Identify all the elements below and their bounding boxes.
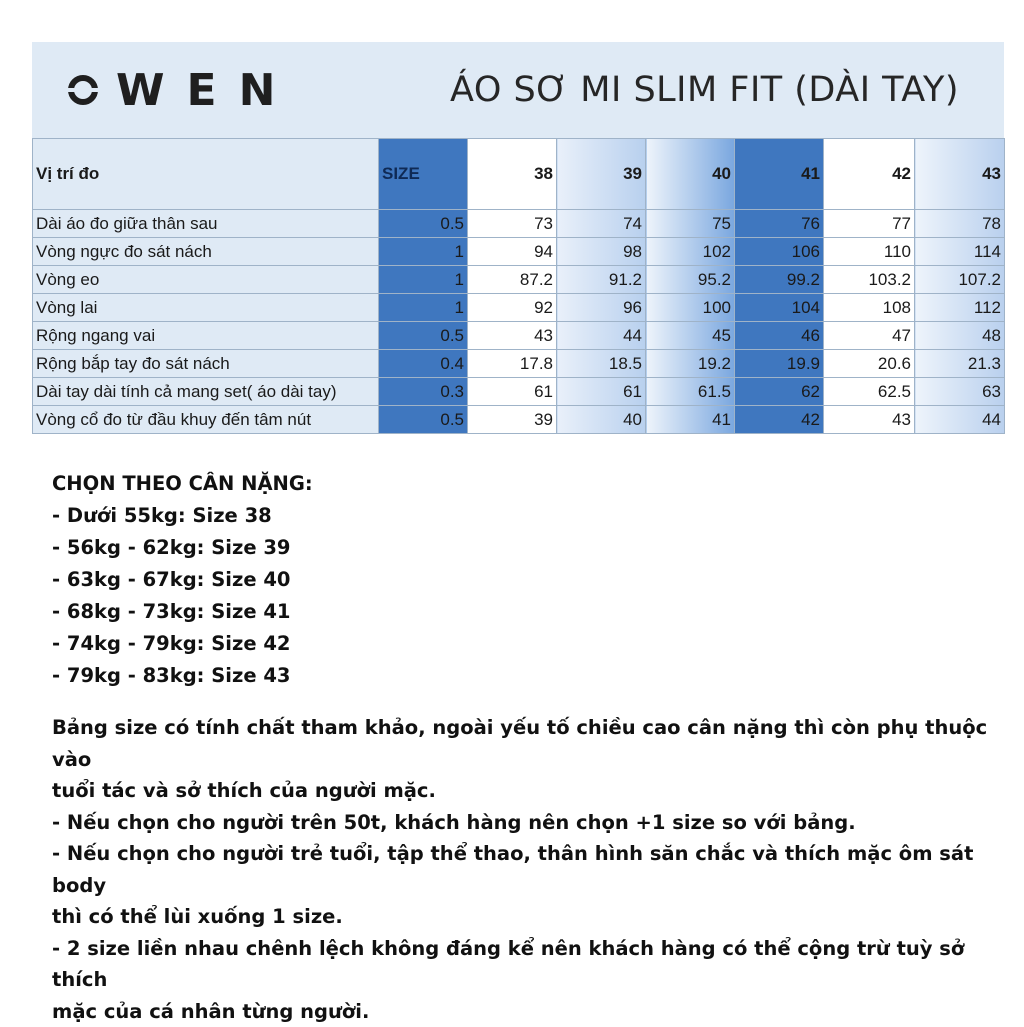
chart-title: ÁO SƠ MI SLIM FIT (DÀI TAY) <box>450 70 959 110</box>
size-cell: 41 <box>646 406 735 434</box>
content <box>52 468 1012 1027</box>
size-cell: 102 <box>646 238 735 266</box>
size-cell: 21.3 <box>915 350 1005 378</box>
size-cell: 92 <box>468 294 557 322</box>
tolerance-cell: 1 <box>379 294 468 322</box>
size-cell: 43 <box>468 322 557 350</box>
header-size-41: 41 <box>735 139 824 210</box>
size-cell: 78 <box>915 210 1005 238</box>
size-cell: 63 <box>915 378 1005 406</box>
table-row <box>33 266 1005 294</box>
header-size-42: 42 <box>824 139 915 210</box>
size-cell: 17.8 <box>468 350 557 378</box>
header-size-38: 38 <box>468 139 557 210</box>
measure-label: Vòng lai <box>33 294 379 322</box>
size-cell: 19.9 <box>735 350 824 378</box>
header-label: Vị trí đo <box>33 139 379 210</box>
size-cell: 114 <box>915 238 1005 266</box>
tolerance-cell: 0.3 <box>379 378 468 406</box>
owen-logo <box>68 62 297 118</box>
size-cell: 110 <box>824 238 915 266</box>
size-cell: 61 <box>468 378 557 406</box>
size-cell: 46 <box>735 322 824 350</box>
measure-label: Vòng eo <box>33 266 379 294</box>
size-cell: 20.6 <box>824 350 915 378</box>
table-row <box>33 378 1005 406</box>
weight-item: - 79kg - 83kg: Size 43 <box>52 660 1012 692</box>
size-cell: 103.2 <box>824 266 915 294</box>
weight-heading: CHỌN THEO CÂN NẶNG: <box>52 468 1012 500</box>
size-cell: 76 <box>735 210 824 238</box>
tolerance-cell: 0.5 <box>379 322 468 350</box>
note-line: Bảng size có tính chất tham khảo, ngoài yếu tố chiều cao cân nặng thì còn phụ thuộc vào <box>52 712 1012 775</box>
measure-label: Dài áo đo giữa thân sau <box>33 210 379 238</box>
size-cell: 108 <box>824 294 915 322</box>
tolerance-cell: 0.5 <box>379 210 468 238</box>
size-notes <box>52 712 1012 1027</box>
measure-label: Rộng ngang vai <box>33 322 379 350</box>
logo-o-mark <box>68 75 98 105</box>
tolerance-cell: 0.4 <box>379 350 468 378</box>
size-cell: 94 <box>468 238 557 266</box>
note-line: - Nếu chọn cho người trẻ tuổi, tập thể thao, thân hình săn chắc và thích mặc ôm sát body <box>52 838 1012 901</box>
size-table <box>32 138 1005 434</box>
size-cell: 107.2 <box>915 266 1005 294</box>
size-cell: 19.2 <box>646 350 735 378</box>
header-size-40: 40 <box>646 139 735 210</box>
logo-wordmark: WEN <box>116 65 297 116</box>
weight-item: - 74kg - 79kg: Size 42 <box>52 628 1012 660</box>
header-size: SIZE <box>379 139 468 210</box>
table-row <box>33 238 1005 266</box>
note-line: thì có thể lùi xuống 1 size. <box>52 901 1012 933</box>
size-cell: 61 <box>557 378 646 406</box>
header-size-43: 43 <box>915 139 1005 210</box>
note-line: tuổi tác và sở thích của người mặc. <box>52 775 1012 807</box>
size-cell: 95.2 <box>646 266 735 294</box>
size-cell: 73 <box>468 210 557 238</box>
table-header-row <box>33 139 1005 210</box>
weight-item: - 63kg - 67kg: Size 40 <box>52 564 1012 596</box>
note-line: - 2 size liền nhau chênh lệch không đáng kể nên khách hàng có thể cộng trừ tuỳ sở thích <box>52 933 1012 996</box>
size-cell: 91.2 <box>557 266 646 294</box>
size-cell: 100 <box>646 294 735 322</box>
size-cell: 99.2 <box>735 266 824 294</box>
note-line: mặc của cá nhân từng người. <box>52 996 1012 1027</box>
size-cell: 104 <box>735 294 824 322</box>
size-cell: 62.5 <box>824 378 915 406</box>
table-row <box>33 350 1005 378</box>
size-cell: 62 <box>735 378 824 406</box>
size-cell: 87.2 <box>468 266 557 294</box>
size-cell: 44 <box>557 322 646 350</box>
size-cell: 106 <box>735 238 824 266</box>
size-cell: 48 <box>915 322 1005 350</box>
size-cell: 75 <box>646 210 735 238</box>
table-row <box>33 322 1005 350</box>
chart-header <box>32 42 1004 138</box>
size-cell: 40 <box>557 406 646 434</box>
weight-item: - 56kg - 62kg: Size 39 <box>52 532 1012 564</box>
weight-guide <box>52 468 1012 692</box>
measure-label: Vòng ngực đo sát nách <box>33 238 379 266</box>
size-cell: 43 <box>824 406 915 434</box>
size-cell: 45 <box>646 322 735 350</box>
table-row <box>33 294 1005 322</box>
size-cell: 44 <box>915 406 1005 434</box>
size-cell: 74 <box>557 210 646 238</box>
measure-label: Vòng cổ đo từ đầu khuy đến tâm nút <box>33 406 379 434</box>
header-size-39: 39 <box>557 139 646 210</box>
measure-label: Rộng bắp tay đo sát nách <box>33 350 379 378</box>
size-cell: 112 <box>915 294 1005 322</box>
tolerance-cell: 0.5 <box>379 406 468 434</box>
table-row <box>33 406 1005 434</box>
size-cell: 39 <box>468 406 557 434</box>
size-chart <box>32 42 1004 434</box>
size-cell: 96 <box>557 294 646 322</box>
tolerance-cell: 1 <box>379 238 468 266</box>
measure-label: Dài tay dài tính cả mang set( áo dài tay) <box>33 378 379 406</box>
note-line: - Nếu chọn cho người trên 50t, khách hàng nên chọn +1 size so với bảng. <box>52 807 1012 839</box>
weight-item: - Dưới 55kg: Size 38 <box>52 500 1012 532</box>
weight-item: - 68kg - 73kg: Size 41 <box>52 596 1012 628</box>
size-cell: 18.5 <box>557 350 646 378</box>
size-cell: 77 <box>824 210 915 238</box>
table-row <box>33 210 1005 238</box>
size-cell: 47 <box>824 322 915 350</box>
size-cell: 42 <box>735 406 824 434</box>
size-cell: 98 <box>557 238 646 266</box>
tolerance-cell: 1 <box>379 266 468 294</box>
size-cell: 61.5 <box>646 378 735 406</box>
